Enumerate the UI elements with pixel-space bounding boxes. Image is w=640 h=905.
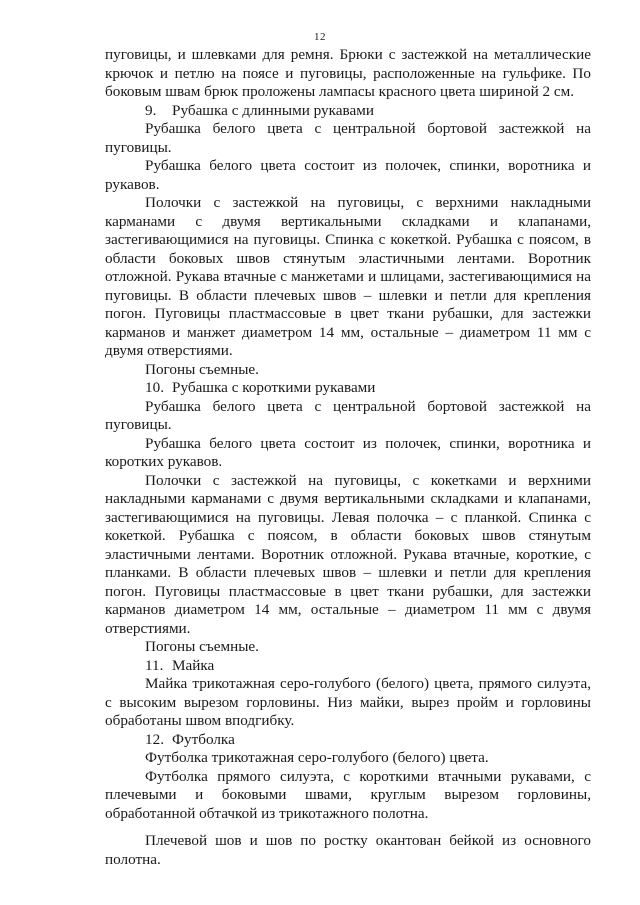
section-title: Майка [172,656,215,674]
paragraph: Плечевой шов и шов по ростку окантован бейкой из основного полотна. [105,832,591,868]
section-number: 10. [145,379,164,396]
page-number: 12 [314,31,326,43]
section-number: 12. [145,730,164,748]
paragraph: Рубашка белого цвета с центральной бортовой застежкой на пуговицы. [105,120,591,156]
paragraph: Рубашка белого цвета состоит из полочек, спинки, воротника и рукавов. [105,157,591,193]
paragraph: Футболка прямого силуэта, с короткими втачными рукавами, с плечевыми и боковыми швами, круглым вырезом горловины, обработанной обтачкой из трикотажного полотна. [105,767,591,822]
paragraph: Рубашка белого цвета с центральной бортовой застежкой на пуговицы. [105,397,591,433]
section-title: Футболка [172,730,235,748]
paragraph: Полочки с застежкой на пуговицы, с верхними накладными карманами с двумя вертикальными складками и клапанами, застегивающимися на пуговицы. Спинка с кокеткой. Рубашка с поясом, в области боковых швов стянутым эластичными лентами. Воротник отложной. Рукава втачные с манжетами и шлицами, застегивающимися на пуговицы. В области плечевых швов – шлевки и петли для крепления погон. Пуговицы пластмассовые в цвет ткани рубашки, для застежки карманов и манжет диаметром 14 мм, остальные – диаметром 11 мм с двумя отверстиями. [105,194,591,359]
paragraph: Погоны съемные. [145,638,259,655]
section-title: Рубашка с короткими рукавами [172,379,376,396]
section-number: 11. [145,656,164,674]
section-heading [105,657,591,676]
section-heading [105,731,591,750]
section-number: 9. [145,101,157,119]
paragraph: Майка трикотажная серо-голубого (белого) цвета, прямого силуэта, с высоким вырезом горловины. Низ майки, вырез пройм и горловины обработаны швом вподгибку. [105,675,591,729]
paragraph: Погоны съемные. [145,360,259,378]
section-heading [105,102,591,121]
document-body [105,46,591,869]
paragraph: Полочки с застежкой на пуговицы, с кокетками и верхними накладными карманами с двумя вертикальными складками и клапанами, застегивающимися на пуговицы. Левая полочка – с планкой. Спинка с кокеткой. Рубашка с поясом, в области боковых швов стянутым эластичными лентами. Воротник отложной. Рукава втачные, короткие, с планками. В области плечевых швов – шлевки и петли для крепления погон. Пуговицы пластмассовые в цвет ткани рубашки, для застежки карманов диаметром 14 мм, остальные – диаметром 11 мм с двумя отверстиями. [105,471,591,637]
paragraph: пуговицы, и шлевками для ремня. Брюки с застежкой на металлические крючок и петлю на поясе и пуговицы, расположенные на гульфике. По боковым швам брюк проложены лампасы красного цвета шириной 2 см. [105,46,591,100]
paragraph: Футболка трикотажная серо-голубого (белого) цвета. [145,749,489,766]
paragraph: Рубашка белого цвета состоит из полочек, спинки, воротника и коротких рукавов. [105,434,591,470]
section-heading [105,379,591,398]
section-title: Рубашка с длинными рукавами [172,101,374,119]
